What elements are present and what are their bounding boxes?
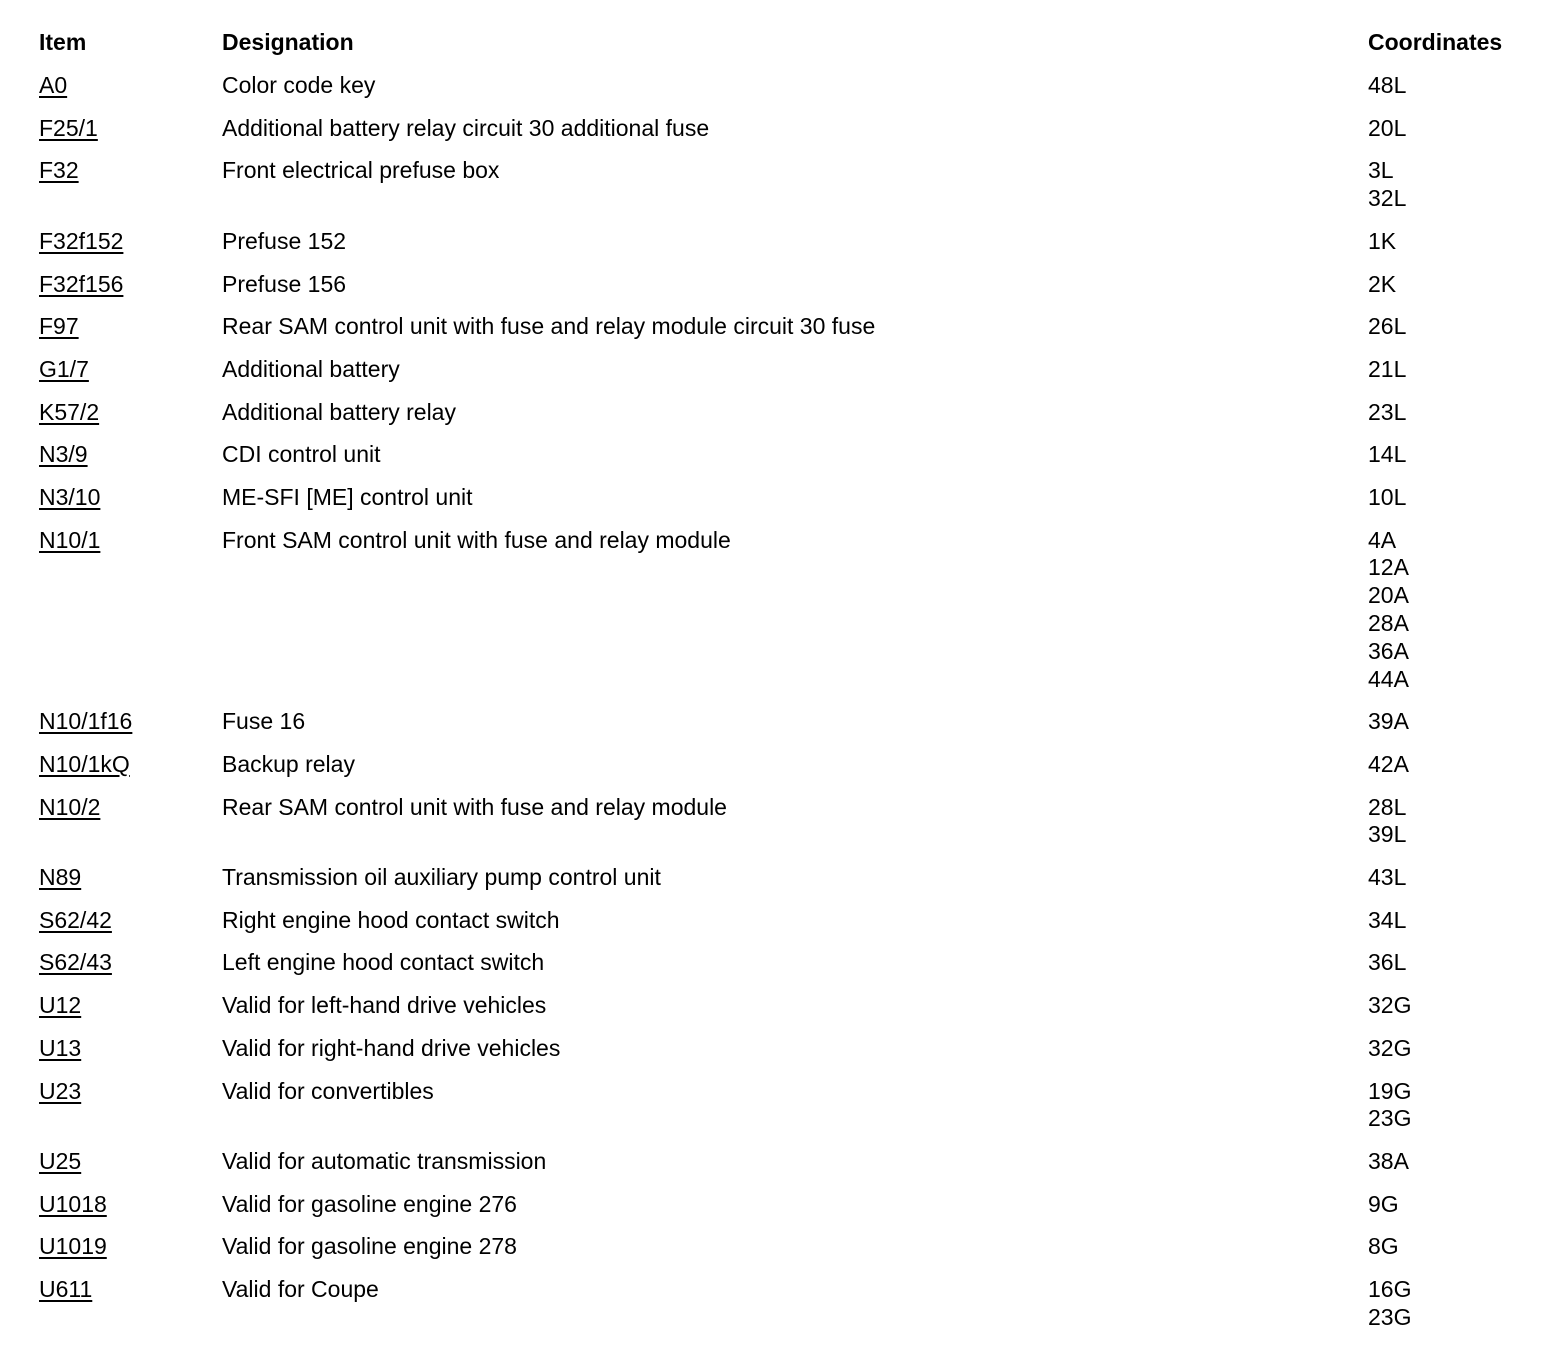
coordinates-cell (1368, 397, 1406, 425)
designation-text: Transmission oil auxiliary pump control unit (222, 864, 661, 891)
item-link[interactable]: U1019 (39, 1233, 107, 1260)
designation-text: Right engine hood contact switch (222, 906, 560, 933)
item-link[interactable]: K57/2 (39, 398, 100, 425)
coordinate-value: 32G (1368, 992, 1412, 1019)
table-row (0, 1274, 1568, 1345)
item-link[interactable]: U12 (39, 992, 82, 1019)
designation-text: Valid for right-hand drive vehicles (222, 1034, 561, 1061)
coordinate-value: 23L (1368, 398, 1407, 425)
item-link[interactable]: N3/10 (39, 484, 101, 510)
designation-text: Valid for Coupe (222, 1276, 379, 1303)
designation-text: Prefuse 152 (222, 227, 347, 254)
coordinates-cell (1368, 1076, 1411, 1132)
coordinate-value: 1K (1368, 227, 1397, 254)
table-row (0, 1231, 1568, 1274)
designation-text: Left engine hood contact switch (222, 949, 545, 976)
item-link[interactable]: S62/43 (39, 949, 112, 976)
coordinates-cell (1368, 70, 1406, 98)
coordinates-cell (1368, 269, 1396, 297)
table-row (0, 269, 1568, 312)
coordinate-value: 26L (1368, 313, 1407, 340)
table-row (0, 1033, 1568, 1076)
item-link[interactable]: N3/9 (39, 441, 88, 468)
coordinate-value: 34L (1368, 906, 1407, 933)
designation-text: Valid for left-hand drive vehicles (222, 992, 547, 1019)
designation-text: Prefuse 156 (222, 270, 347, 297)
coordinates-cell (1368, 749, 1409, 777)
table-row (0, 439, 1568, 482)
table-row (0, 155, 1568, 226)
table-row (0, 905, 1568, 948)
designation-text: Additional battery (222, 355, 400, 382)
coordinates-cell (1368, 311, 1406, 339)
table-row (0, 226, 1568, 269)
coordinate-value: 42A (1368, 750, 1409, 777)
coordinates-cell (1368, 706, 1409, 734)
coordinates-cell (1368, 155, 1406, 211)
designation-text: Rear SAM control unit with fuse and relay module (222, 793, 727, 820)
designation-text: Front SAM control unit with fuse and relay module (222, 526, 731, 553)
coordinate-value: 23G (1368, 1105, 1412, 1132)
coordinates-cell (1368, 1146, 1409, 1174)
coordinate-value: 36A (1368, 637, 1409, 664)
table-row (0, 354, 1568, 397)
designation-text: Valid for automatic transmission (222, 1148, 547, 1174)
item-link[interactable]: N10/1f16 (39, 708, 133, 735)
designation-text: CDI control unit (222, 441, 381, 468)
coordinates-cell (1368, 947, 1406, 975)
item-link[interactable]: N89 (39, 864, 82, 891)
coordinates-cell (1368, 792, 1406, 848)
coordinates-cell (1368, 1189, 1399, 1217)
coordinates-cell (1368, 525, 1409, 692)
item-link[interactable]: G1/7 (39, 355, 89, 382)
designation-text: Front electrical prefuse box (222, 157, 500, 184)
item-link[interactable]: U1018 (39, 1190, 107, 1217)
coordinate-value: 4A (1368, 526, 1397, 553)
item-link[interactable]: A0 (39, 72, 68, 98)
coordinate-value: 16G (1368, 1276, 1412, 1303)
coordinate-value: 10L (1368, 484, 1407, 510)
table-row (0, 482, 1568, 525)
table-row (0, 311, 1568, 354)
coordinates-cell (1368, 439, 1406, 467)
designation-text: Backup relay (222, 750, 355, 777)
coordinate-value: 36L (1368, 949, 1407, 976)
item-link[interactable]: F25/1 (39, 114, 98, 141)
coordinate-value: 43L (1368, 864, 1407, 891)
item-link[interactable]: S62/42 (39, 906, 112, 933)
designation-text: Valid for gasoline engine 278 (222, 1233, 517, 1260)
table-row (0, 947, 1568, 990)
header-item: Item (39, 29, 87, 55)
designation-text: Additional battery relay (222, 398, 456, 425)
designation-text: Additional battery relay circuit 30 additional fuse (222, 114, 710, 141)
table-row (0, 792, 1568, 863)
item-link[interactable]: N10/2 (39, 793, 101, 820)
item-link[interactable]: F32f152 (39, 227, 124, 254)
table-row (0, 1189, 1568, 1232)
coordinates-cell (1368, 113, 1406, 141)
coordinate-value: 8G (1368, 1233, 1399, 1260)
coordinate-value: 23G (1368, 1303, 1412, 1330)
table-row (0, 70, 1568, 113)
coordinates-cell (1368, 862, 1406, 890)
table-row (0, 113, 1568, 156)
coordinate-value: 48L (1368, 72, 1407, 98)
table-row (0, 1076, 1568, 1147)
coordinate-value: 20L (1368, 114, 1407, 141)
designation-text: Fuse 16 (222, 708, 306, 735)
table-row (0, 397, 1568, 440)
coordinate-value: 2K (1368, 270, 1397, 297)
designation-text: Color code key (222, 72, 376, 98)
coordinates-cell (1368, 905, 1406, 933)
coordinate-value: 32G (1368, 1034, 1412, 1061)
coordinate-value: 39A (1368, 708, 1409, 735)
coordinate-value: 12A (1368, 554, 1409, 581)
table-row (0, 862, 1568, 905)
coordinate-value: 32L (1368, 185, 1407, 212)
designation-text: Valid for gasoline engine 276 (222, 1190, 517, 1217)
designation-text: Valid for convertibles (222, 1077, 434, 1104)
table-row (0, 749, 1568, 792)
coordinate-value: 3L (1368, 157, 1394, 184)
item-link[interactable]: F32 (39, 157, 79, 184)
coordinate-value: 28A (1368, 610, 1409, 637)
coordinates-cell (1368, 1033, 1411, 1061)
item-link[interactable]: U611 (39, 1276, 93, 1303)
coordinate-value: 21L (1368, 355, 1407, 382)
item-link[interactable]: N10/1 (39, 526, 101, 553)
coordinate-value: 28L (1368, 793, 1407, 820)
item-link[interactable]: U23 (39, 1077, 82, 1104)
coordinates-cell (1368, 226, 1396, 254)
header-coordinates: Coordinates (1368, 29, 1503, 55)
coordinate-value: 38A (1368, 1148, 1409, 1174)
coordinates-cell (1368, 1274, 1411, 1330)
designation-text: Rear SAM control unit with fuse and relay module circuit 30 fuse (222, 313, 876, 340)
designation-text: ME-SFI [ME] control unit (222, 484, 473, 510)
coordinates-cell (1368, 482, 1406, 510)
coordinate-value: 19G (1368, 1077, 1412, 1104)
table-row (0, 990, 1568, 1033)
item-link[interactable]: U25 (39, 1148, 82, 1174)
header-designation: Designation (222, 29, 354, 55)
coordinate-value: 14L (1368, 441, 1407, 468)
coordinate-value: 39L (1368, 821, 1407, 848)
coordinates-cell (1368, 1231, 1399, 1259)
item-link[interactable]: F32f156 (39, 270, 124, 297)
table-row (0, 706, 1568, 749)
item-link[interactable]: F97 (39, 313, 79, 340)
table-row (0, 525, 1568, 707)
coordinates-cell (1368, 990, 1411, 1018)
coordinates-cell (1368, 354, 1406, 382)
coordinate-value: 9G (1368, 1190, 1399, 1217)
item-link[interactable]: U13 (39, 1034, 82, 1061)
component-table (0, 70, 1568, 1345)
coordinate-value: 44A (1368, 665, 1409, 692)
table-header (0, 27, 1568, 57)
table-row (0, 1146, 1568, 1189)
item-link[interactable]: N10/1kQ (39, 750, 130, 777)
coordinate-value: 20A (1368, 582, 1409, 609)
